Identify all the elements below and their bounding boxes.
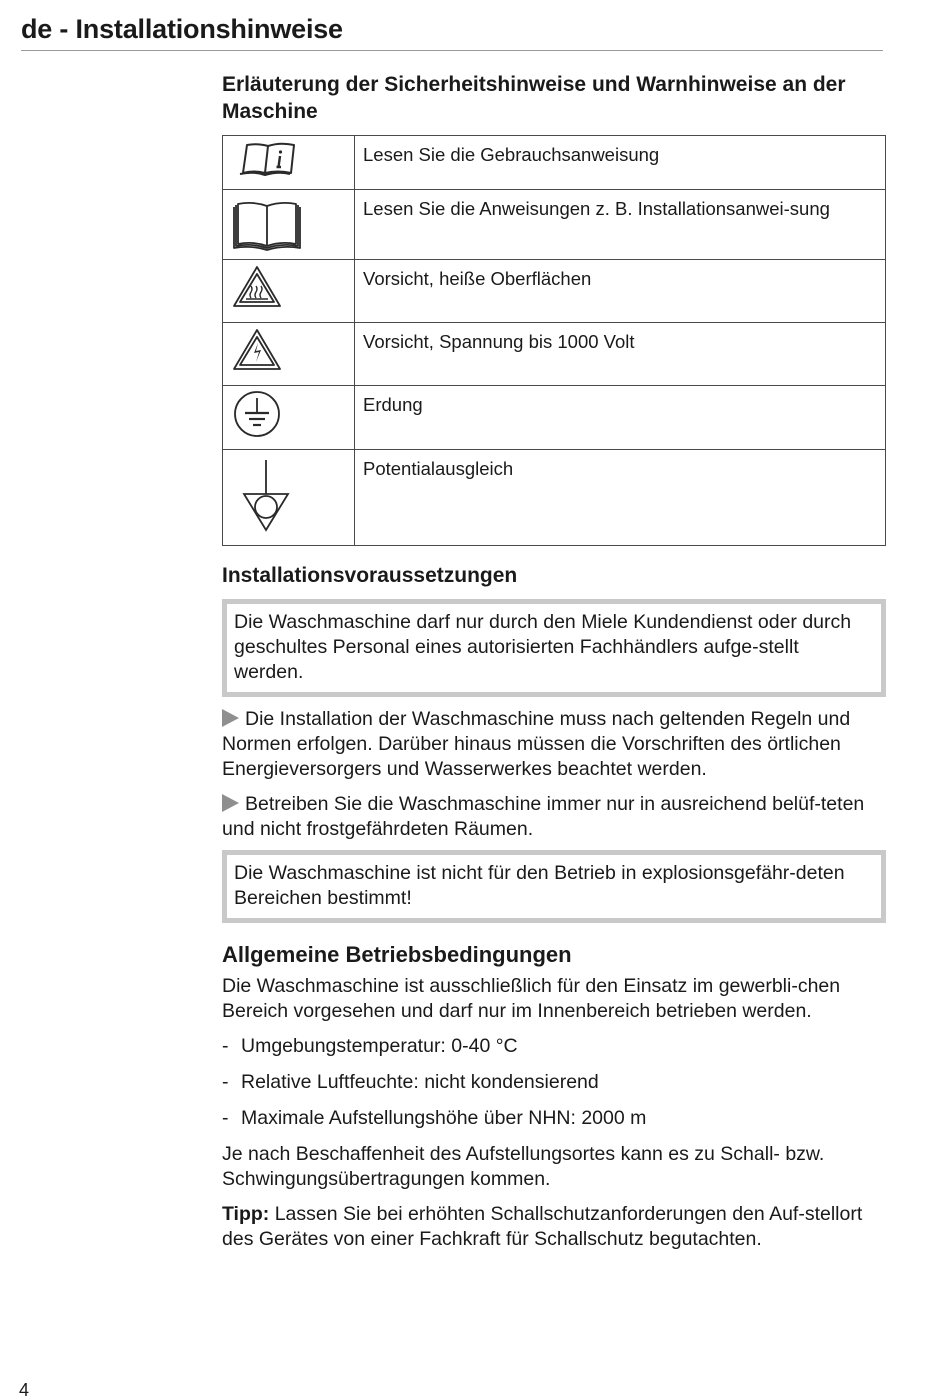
table-row xyxy=(223,323,886,386)
manual-info-book-icon xyxy=(223,136,354,188)
instruction-text: Betreiben Sie die Waschmaschine immer nur in ausreichend belüf-teten und nicht frostgefährdeten Räumen. xyxy=(222,793,865,840)
notice-text: Die Waschmaschine darf nur durch den Miele Kundendienst oder durch geschultes Personal eines autorisierten Fachhändlers aufge-stellt werden. xyxy=(234,611,852,683)
list-item: - Relative Luftfeuchte: nicht kondensierend xyxy=(222,1071,599,1093)
tip-text: Lassen Sie bei erhöhten Schallschutzanforderungen den Auf-stellort des Gerätes von einer Fachkraft für Schallschutz begutachten. xyxy=(222,1203,863,1250)
conditions-list xyxy=(222,1034,886,1131)
list-item: - Umgebungstemperatur: 0-40 °C xyxy=(222,1035,518,1057)
table-row xyxy=(223,260,886,323)
instruction-step xyxy=(222,707,886,782)
conditions-intro: Die Waschmaschine ist ausschließlich für den Einsatz im gewerbli-chen Bereich vorgesehen und darf nur im Innenbereich betrieben werden. xyxy=(222,975,841,1022)
hot-surface-warning-icon xyxy=(223,260,354,321)
open-book-icon xyxy=(223,190,354,258)
requirements-section-title: Installationsvoraussetzungen xyxy=(222,564,518,587)
symbol-description: Vorsicht, heiße Oberflächen xyxy=(355,260,886,323)
page-header xyxy=(21,12,883,51)
symbol-description: Lesen Sie die Gebrauchsanweisung xyxy=(355,136,886,190)
page-title: de - Installationshinweise xyxy=(21,14,343,44)
page-number: 4 xyxy=(19,1380,30,1400)
tip-label: Tipp: xyxy=(222,1203,270,1225)
symbol-description: Lesen Sie die Anweisungen z. B. Installationsanwei-sung xyxy=(355,190,886,260)
list-item: - Maximale Aufstellungshöhe über NHN: 2000 m xyxy=(222,1107,647,1129)
symbol-description: Erdung xyxy=(355,386,886,450)
notice-text: Die Waschmaschine ist nicht für den Betrieb in explosionsgefähr-deten Bereichen bestimmt! xyxy=(234,862,845,909)
conditions-section-title: Allgemeine Betriebsbedingungen xyxy=(222,942,572,967)
arrow-right-icon xyxy=(222,794,239,812)
table-row xyxy=(223,386,886,450)
earth-ground-icon xyxy=(223,386,354,448)
high-voltage-warning-icon xyxy=(223,323,354,384)
table-row xyxy=(223,136,886,190)
notice-box xyxy=(222,850,886,923)
tip-paragraph xyxy=(222,1202,886,1252)
vibration-note: Je nach Beschaffenheit des Aufstellungsortes kann es zu Schall- bzw. Schwingungsübertragungen kommen. xyxy=(222,1143,825,1190)
page-content xyxy=(222,71,886,1262)
symbols-section-title: Erläuterung der Sicherheitshinweise und Warnhinweise an der Maschine xyxy=(222,73,846,123)
symbol-description: Potentialausgleich xyxy=(355,450,886,546)
table-row xyxy=(223,450,886,546)
arrow-right-icon xyxy=(222,709,239,727)
instruction-step xyxy=(222,792,886,842)
table-row xyxy=(223,190,886,260)
symbol-description: Vorsicht, Spannung bis 1000 Volt xyxy=(355,323,886,386)
instruction-text: Die Installation der Waschmaschine muss nach geltenden Regeln und Normen erfolgen. Darüber hinaus müssen die Vorschriften des örtlichen Energieversorgers und Wasserwerkes beachtet werden. xyxy=(222,708,851,780)
notice-box xyxy=(222,599,886,697)
equipotential-bonding-icon xyxy=(223,450,354,544)
symbols-table xyxy=(222,135,886,546)
